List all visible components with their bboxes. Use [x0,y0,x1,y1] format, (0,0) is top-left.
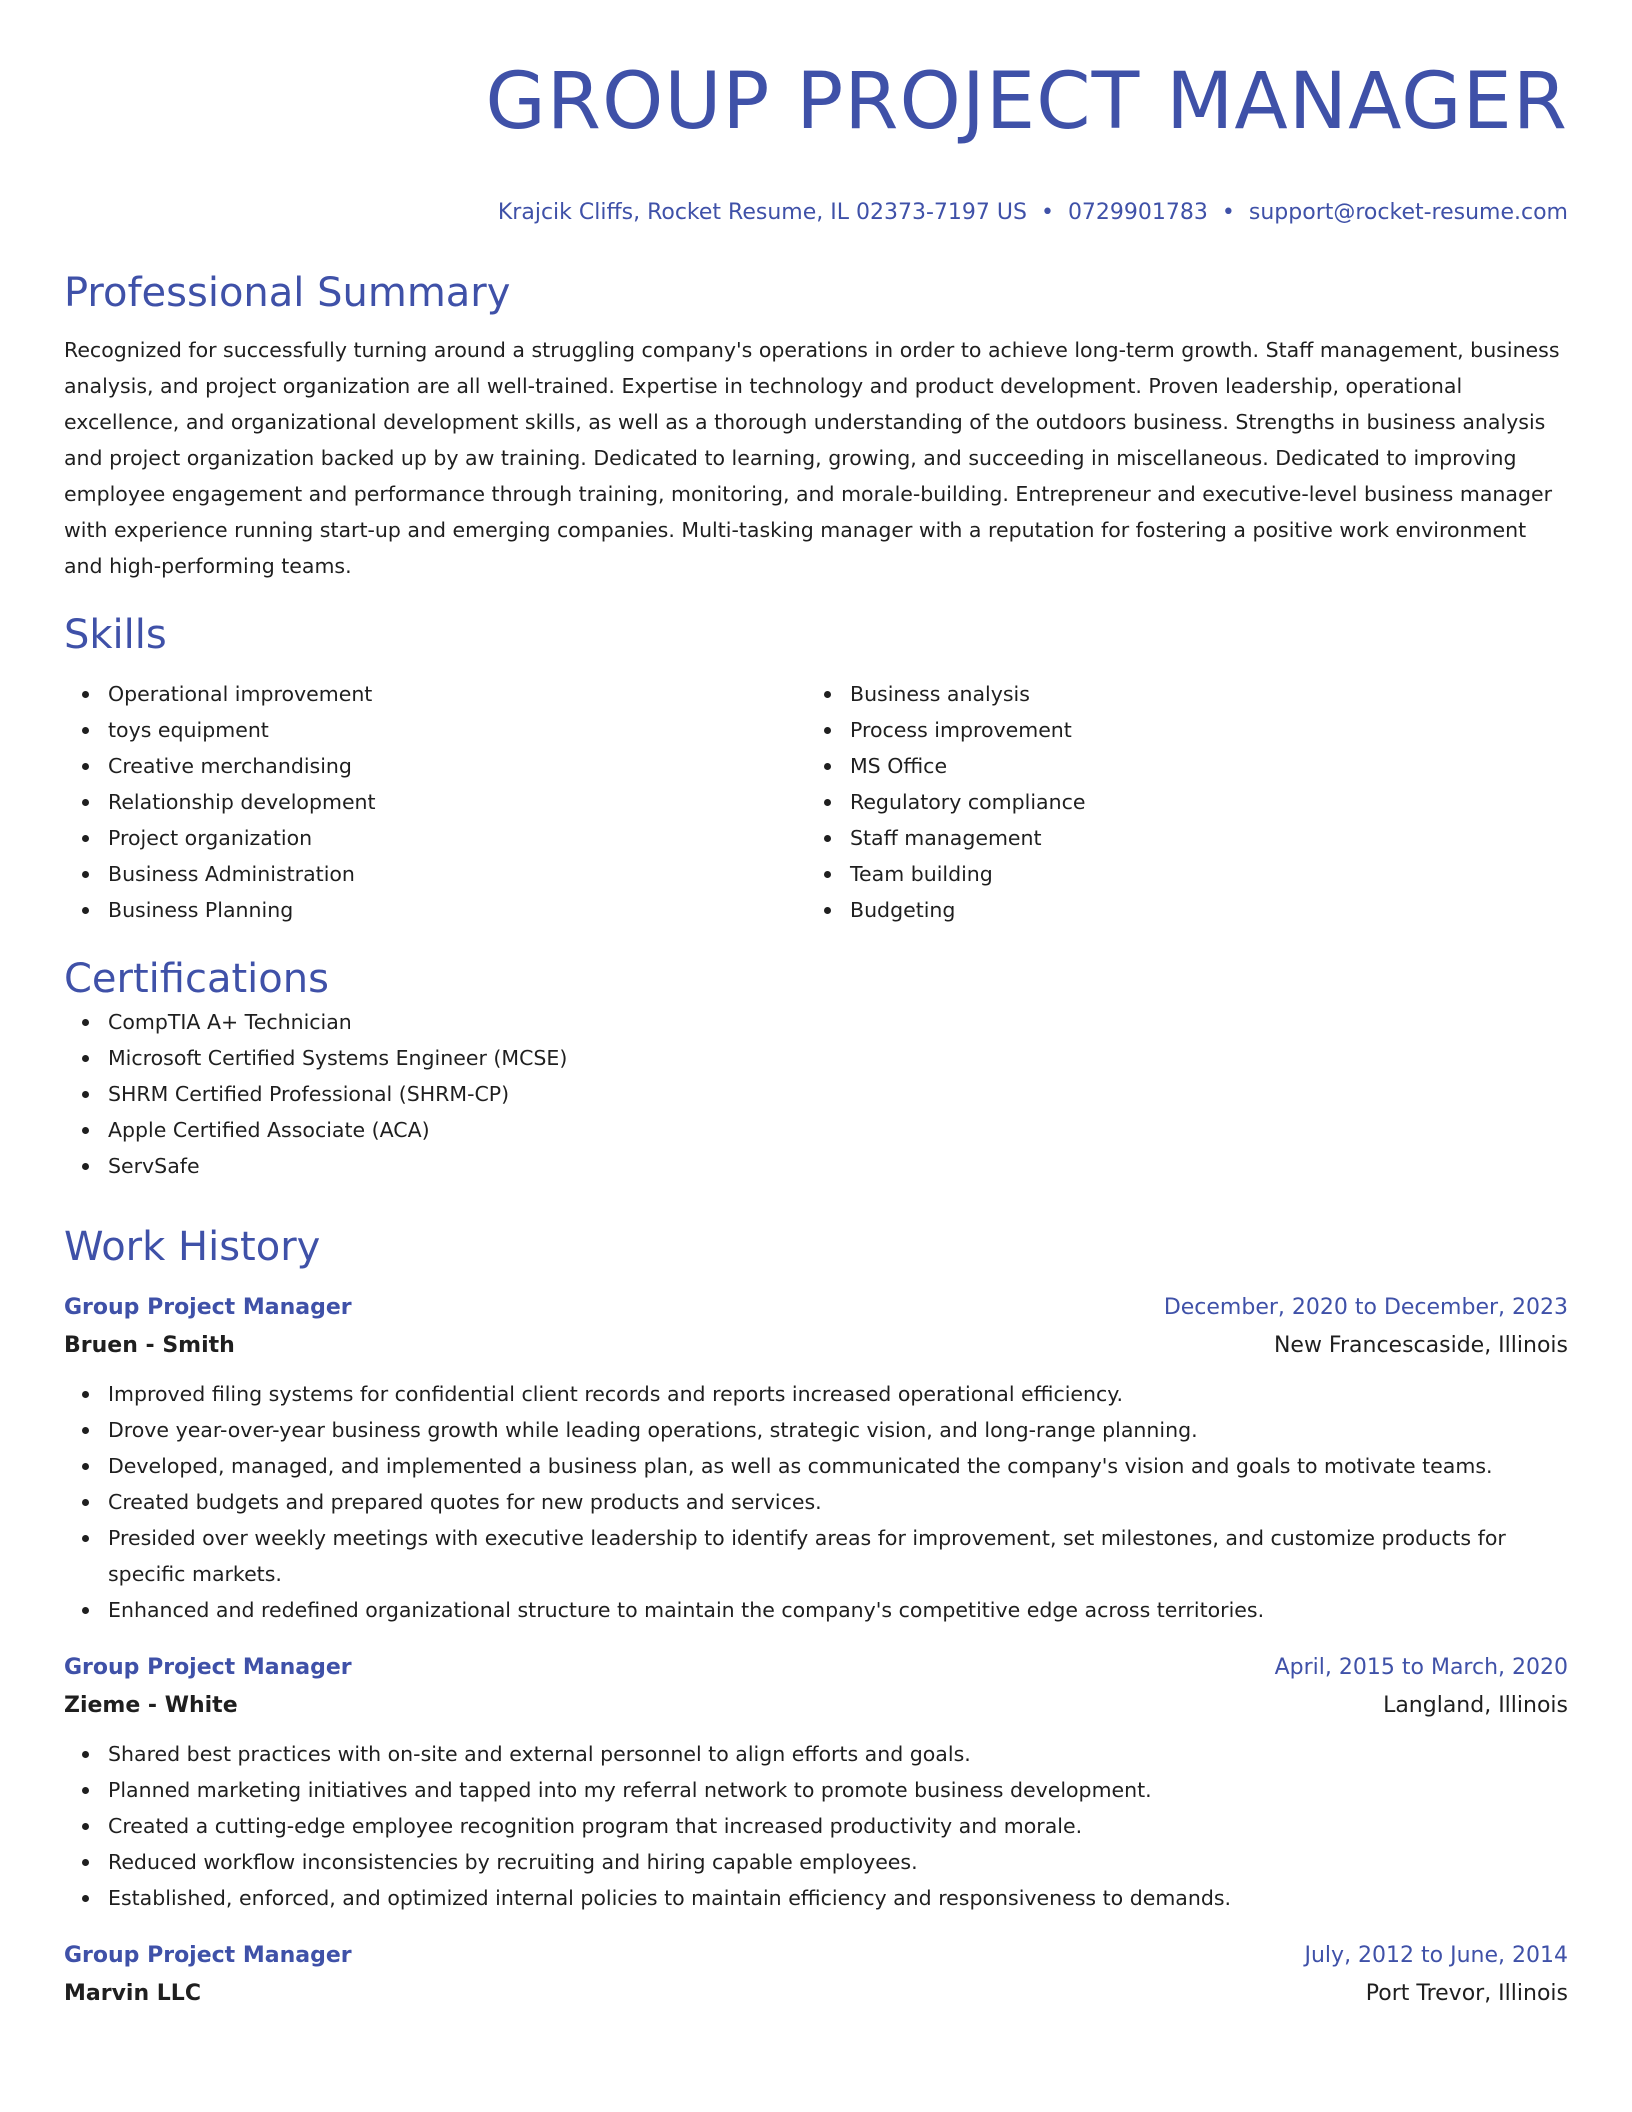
job-entry [64,1290,1568,1628]
skill-item: Budgeting [850,892,1548,928]
skill-item: Regulatory compliance [850,784,1548,820]
skill-item: MS Office [850,748,1548,784]
job-company: Marvin LLC [64,1981,201,2007]
resume-name: GROUP PROJECT MANAGER [485,57,1568,147]
job-title: Group Project Manager [64,1943,352,1969]
skill-item: Business Planning [108,892,806,928]
contact-line [64,198,1568,228]
job-bullet: Presided over weekly meetings with executive leadership to identify areas for improvement, set milestones, and customize products for specific markets. [108,1520,1568,1592]
job-bullet-list [64,1736,1568,1916]
job-dates: April, 2015 to March, 2020 [1274,1655,1568,1681]
job-bullet: Enhanced and redefined organizational structure to maintain the company's competitive edge across territories. [108,1592,1568,1628]
contact-phone: 0729901783 [1067,200,1208,226]
skill-item: Project organization [108,820,806,856]
job-dates: July, 2012 to June, 2014 [1304,1943,1568,1969]
certification-item: Microsoft Certified Systems Engineer (MCSE) [108,1040,1568,1076]
skill-item: Process improvement [850,712,1548,748]
job-bullet: Planned marketing initiatives and tapped into my referral network to promote business development. [108,1772,1568,1808]
job-location: Langland, Illinois [1383,1693,1568,1719]
resume-page [64,0,1568,2012]
certification-item: CompTIA A+ Technician [108,1004,1568,1040]
summary-text: Recognized for successfully turning around a struggling company's operations in order to achieve long-term growth. Staff management, business analysis, and project organization are all well-trained. Expertise in technology and product development. Proven leadership, operational excellence, and organizational development skills, as well as a thorough understanding of the outdoors business. Strengths in business analysis and project organization backed up by aw training. Dedicated to learning, growing, and succeeding in miscellaneous. Dedicated to improving employee engagement and performance through training, monitoring, and morale-building. Entrepreneur and executive-level business manager with experience running start-up and emerging companies. Multi-tasking manager with a reputation for fostering a positive work environment and high-performing teams. [64,338,1560,579]
skill-item: toys equipment [108,712,806,748]
job-bullet: Improved filing systems for confidential client records and reports increased operational efficiency. [108,1376,1568,1412]
skill-item: Relationship development [108,784,806,820]
skill-item: Business analysis [850,676,1548,712]
job-company-row [64,1688,1568,1724]
skill-item: Operational improvement [108,676,806,712]
skill-item: Staff management [850,820,1548,856]
job-bullet: Created a cutting-edge employee recognition program that increased productivity and morale. [108,1808,1568,1844]
certification-item: ServSafe [108,1148,1568,1184]
job-bullet: Drove year-over-year business growth while leading operations, strategic vision, and long-range planning. [108,1412,1568,1448]
job-company: Zieme - White [64,1693,238,1719]
skill-item: Creative merchandising [108,748,806,784]
job-company-row [64,1328,1568,1364]
contact-address: Krajcik Cliffs, Rocket Resume, IL 02373-7197 US [497,200,1027,226]
job-bullet: Developed, managed, and implemented a business plan, as well as communicated the company's vision and goals to motivate teams. [108,1448,1568,1484]
job-dates: December, 2020 to December, 2023 [1163,1295,1568,1321]
job-bullet: Created budgets and prepared quotes for new products and services. [108,1484,1568,1520]
job-header-row [64,1290,1568,1326]
job-header-row [64,1650,1568,1686]
skills-list-right [806,676,1548,928]
job-location: Port Trevor, Illinois [1365,1981,1568,2007]
job-bullet: Shared best practices with on-site and external personnel to align efforts and goals. [108,1736,1568,1772]
job-bullet-list [64,1376,1568,1628]
skill-item: Business Administration [108,856,806,892]
certification-item: SHRM Certified Professional (SHRM-CP) [108,1076,1568,1112]
summary-heading: Professional Summary [64,270,511,317]
certifications-list [64,1004,1568,1184]
contact-email[interactable]: support@rocket-resume.com [1248,200,1568,226]
skills-heading: Skills [64,612,167,659]
work-history-heading: Work History [64,1224,321,1271]
skills-columns [64,676,1568,928]
job-company-row [64,1976,1568,2012]
job-bullet: Established, enforced, and optimized internal policies to maintain efficiency and responsiveness to demands. [108,1880,1568,1916]
job-title: Group Project Manager [64,1655,352,1681]
certifications-heading: Certifications [64,956,329,1003]
job-location: New Francescaside, Illinois [1273,1333,1568,1359]
certification-item: Apple Certified Associate (ACA) [108,1112,1568,1148]
job-entry [64,1650,1568,1916]
skills-list-left [64,676,806,928]
contact-separator: • [1221,200,1235,226]
job-bullet: Reduced workflow inconsistencies by recruiting and hiring capable employees. [108,1844,1568,1880]
job-title: Group Project Manager [64,1295,352,1321]
job-entry [64,1938,1568,2012]
skill-item: Team building [850,856,1548,892]
contact-separator: • [1040,200,1054,226]
job-company: Bruen - Smith [64,1333,235,1359]
job-header-row [64,1938,1568,1974]
